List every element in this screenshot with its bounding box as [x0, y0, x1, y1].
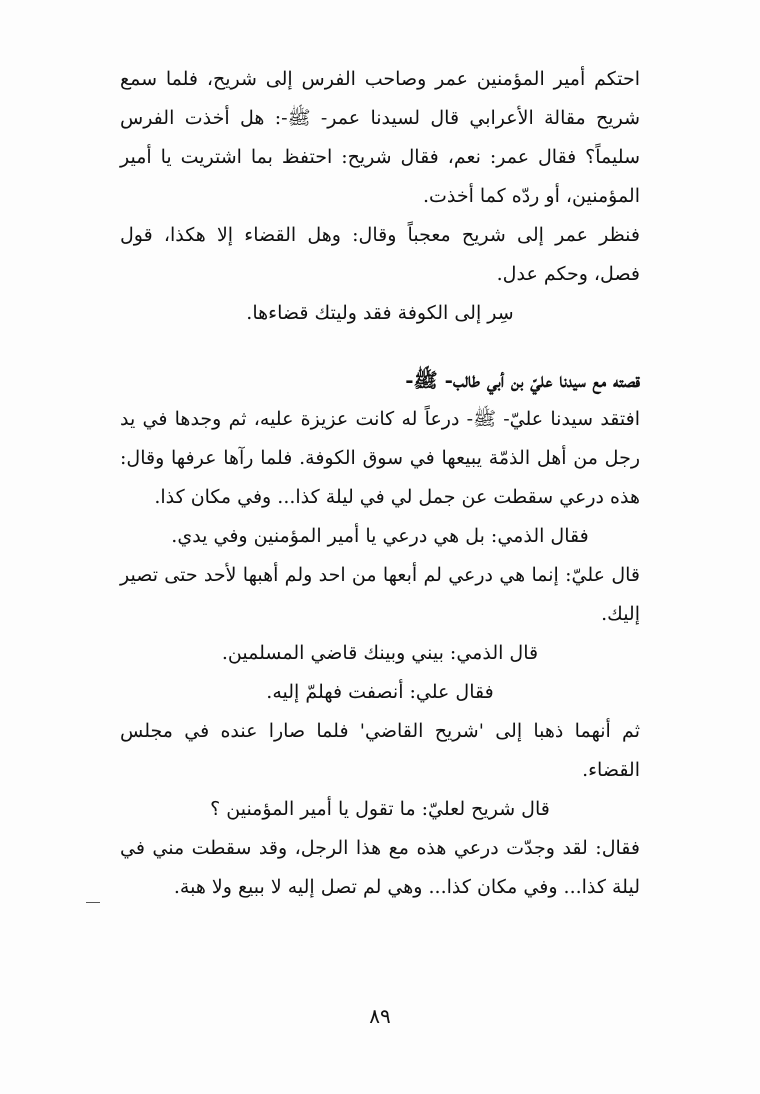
section-heading: قصته مع سيدنا عليّ بن أبي طالب- ﷺ- [405, 368, 640, 392]
paragraph-judgment: احتكم أمير المؤمنين عمر وصاحب الفرس إلى شريح، فلما سمع شريح مقالة الأعرابي قال لسيدنا عمر- ﷺ-: هل أخذت الفرس سليماً؟ فقال عمر: نعم، فقال شريح: احتفظ بما اشتريت يا أمير المؤمنين، أو ردّه كما أخذت. [120, 68, 640, 207]
paragraph-go-to-shurayh: ثم أنهما ذهبا إلى 'شريح القاضي' فلما صارا عنده في مجلس القضاء. [120, 720, 640, 781]
paragraph-ali-agrees: فقال علي: أنصفت فهلمّ إليه. [266, 681, 494, 703]
paragraph-dhimmi-claim: فقال الذمي: بل هي درعي يا أمير المؤمنين وفي يدي. [171, 525, 589, 547]
paragraph-ali-reply: قال عليّ: إنما هي درعي لم أبعها من احد ولم أهبها لأحد حتى تصير إليك. [120, 564, 640, 625]
page-text [120, 60, 640, 907]
paragraph-ali-testimony: فقال: لقد وجدّت درعي هذه مع هذا الرجل، وقد سقطت مني في ليلة كذا... وفي مكان كذا... وهي لم تصل إليه لا ببيع ولا هبة. [120, 837, 640, 898]
paragraph-lost-armor: افتقد سيدنا عليّ- ﷺ- درعاً له كانت عزيزة عليه، ثم وجدها في يد رجل من أهل الذمّة يبيعها في سوق الكوفة. فلما رآها عرفها وقال: هذه درعي سقطت عن جمل لي في ليلة كذا... وفي مكان كذا. [120, 408, 640, 508]
paragraph-umar-admiration: فنظر عمر إلى شريح معجباً وقال: وهل القضاء إلا هكذا، قول فصل، وحكم عدل. [120, 224, 640, 285]
paragraph-appointment: سِر إلى الكوفة فقد وليتك قضاءها. [246, 302, 514, 324]
margin-mark [86, 902, 100, 903]
paragraph-judge-request: قال الذمي: بيني وبينك قاضي المسلمين. [221, 642, 539, 664]
page-number: ٨٩ [369, 1004, 391, 1028]
paragraph-shurayh-asks: قال شريح لعليّ: ما تقول يا أمير المؤمنين ؟ [210, 798, 550, 820]
